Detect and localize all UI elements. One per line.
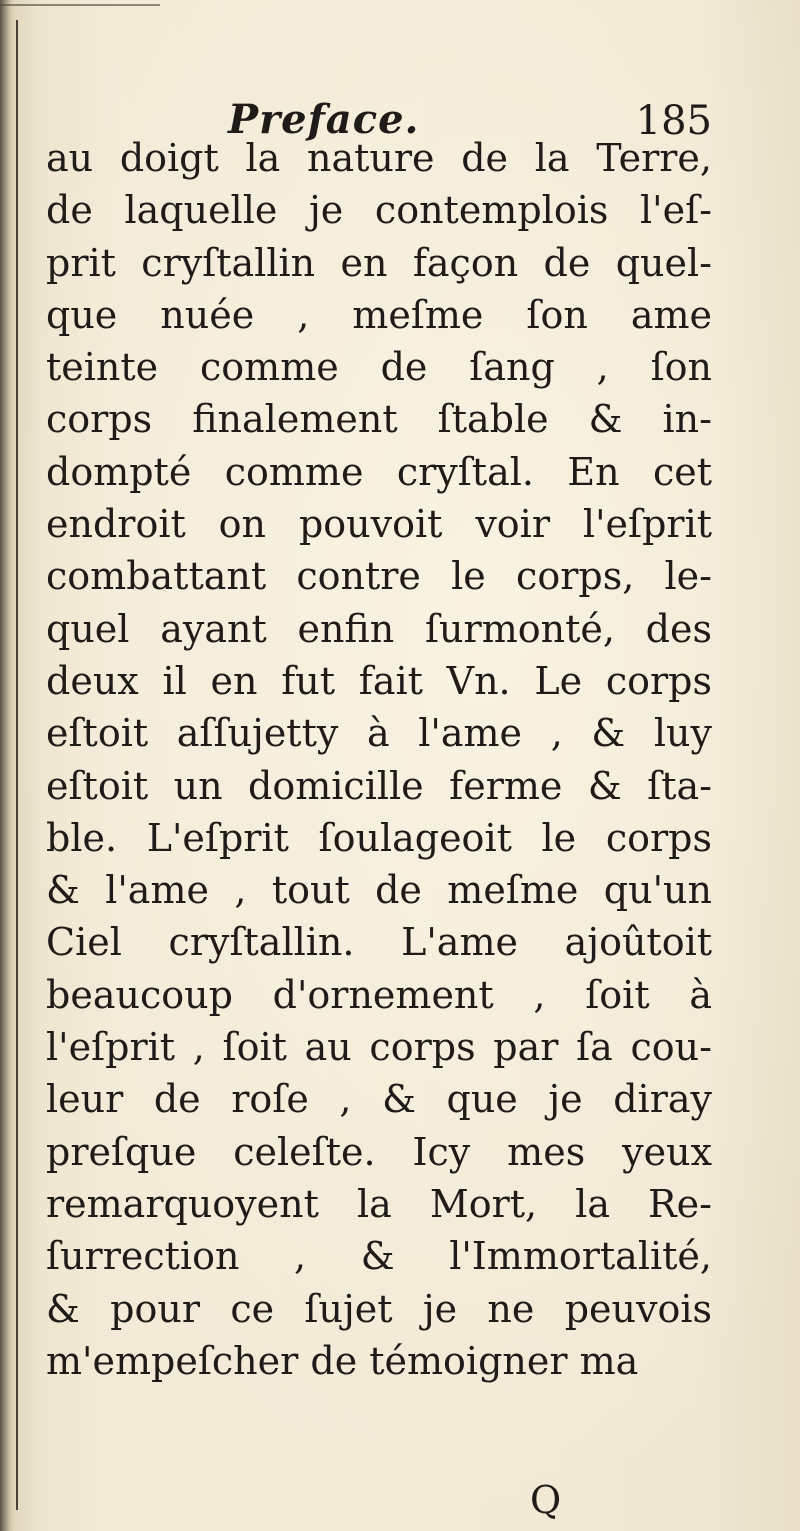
text-line: au doigt la nature de la Terre, xyxy=(46,136,712,180)
body-text xyxy=(46,132,712,1387)
text-line: dompté comme cryſtal. En cet xyxy=(46,449,712,494)
text-line: beaucoup d'ornement , ſoit à xyxy=(46,972,712,1017)
text-line: corps finalement ſtable & in- xyxy=(46,397,712,442)
text-line: combattant contre le corps, le- xyxy=(46,554,712,599)
text-line: eſtoit un domicille ferme & ſta- xyxy=(46,763,712,808)
catchword: Q xyxy=(530,1478,562,1522)
text-line: preſque celeſte. Icy mes yeux xyxy=(46,1129,712,1174)
binding-gutter xyxy=(0,0,14,1531)
text-line: prit cryſtallin en façon de quel- xyxy=(46,240,712,285)
top-edge xyxy=(0,4,160,6)
text-line: ble. L'eſprit ſoulageoit le corps xyxy=(46,815,712,860)
text-line: l'eſprit , ſoit au corps par ſa cou- xyxy=(46,1025,712,1070)
text-line: de laquelle je contemplois l'eſ- xyxy=(46,188,712,233)
text-line: endroit on pouvoit voir l'eſprit xyxy=(46,502,712,547)
text-line: & l'ame , tout de meſme qu'un xyxy=(46,868,712,913)
text-line: deux il en fut fait Vn. Le corps xyxy=(46,658,712,703)
text-line: remarquoyent la Mort, la Re- xyxy=(46,1181,712,1226)
page-number: 185 xyxy=(635,98,712,144)
text-line: Ciel cryſtallin. L'ame ajoûtoit xyxy=(46,920,712,965)
text-line: quel ayant enfin ſurmonté, des xyxy=(46,606,712,651)
gutter-edge-line xyxy=(16,20,18,1510)
running-title: Preface. xyxy=(228,96,420,143)
text-line: m'empeſcher de témoigner ma xyxy=(46,1338,639,1383)
text-line: que nuée , meſme ſon ame xyxy=(46,292,712,337)
text-line: ſurrection , & l'Immortalité, xyxy=(46,1234,712,1279)
text-line: & pour ce ſujet je ne peuvois xyxy=(46,1286,712,1331)
text-line: eſtoit aſſujetty à l'ame , & luy xyxy=(46,711,712,756)
text-line: teinte comme de ſang , ſon xyxy=(46,345,712,390)
text-line: leur de roſe , & que je diray xyxy=(46,1077,712,1122)
